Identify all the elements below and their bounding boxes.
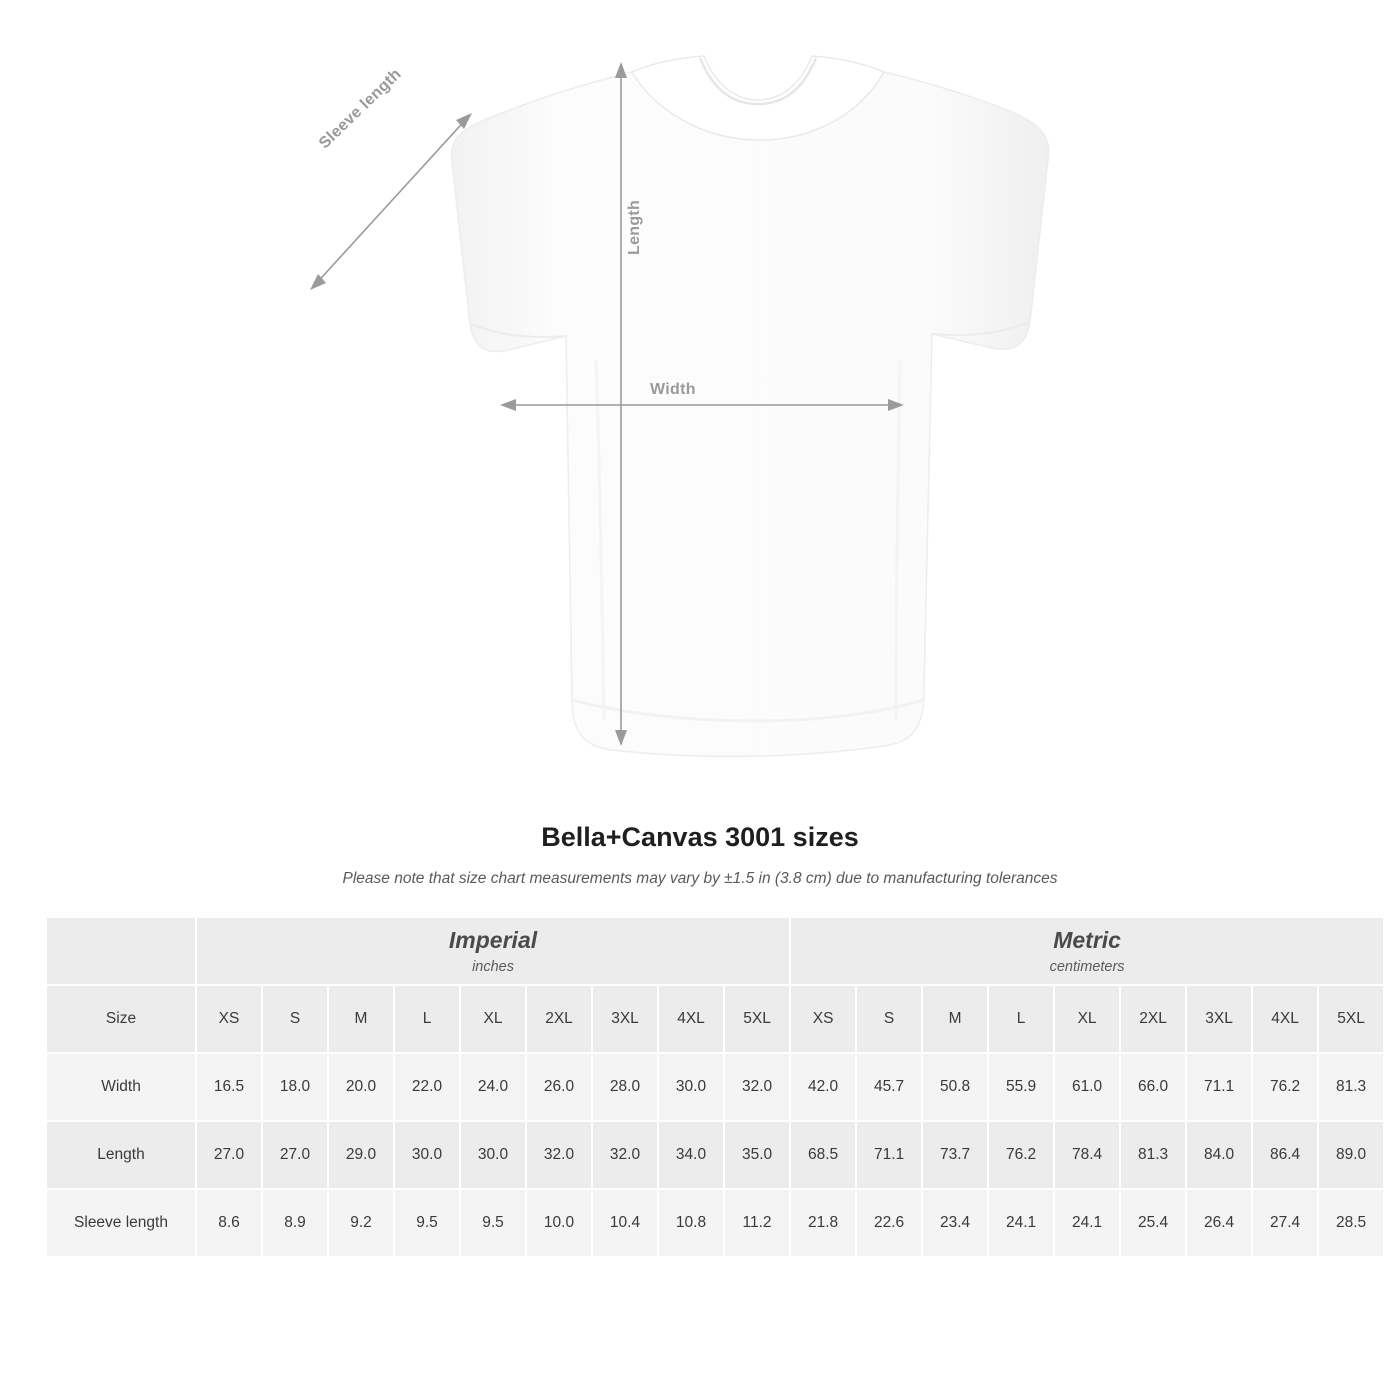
header-size-imperial-l: L [395, 986, 459, 1052]
cell-length-imperial-xl: 30.0 [461, 1122, 525, 1188]
header-size-label: Size [47, 986, 195, 1052]
unit-header-imperial [197, 918, 789, 984]
header-size-metric-5xl: 5XL [1319, 986, 1383, 1052]
cell-length-metric-m: 73.7 [923, 1122, 987, 1188]
cell-width-metric-2xl: 66.0 [1121, 1054, 1185, 1120]
unit-title-imperial: Imperial [448, 926, 538, 953]
cell-width-imperial-2xl: 26.0 [527, 1054, 591, 1120]
header-size-metric-s: S [857, 986, 921, 1052]
cell-length-metric-s: 71.1 [857, 1122, 921, 1188]
cell-sleeve-imperial-l: 9.5 [395, 1190, 459, 1256]
cell-sleeve-metric-xs: 21.8 [791, 1190, 855, 1256]
table-row [47, 1054, 1383, 1120]
cell-sleeve-imperial-xs: 8.6 [197, 1190, 261, 1256]
size-chart-table [45, 916, 1367, 1258]
table-row [47, 1190, 1383, 1256]
cell-sleeve-imperial-m: 9.2 [329, 1190, 393, 1256]
header-size-imperial-s: S [263, 986, 327, 1052]
header-size-imperial-3xl: 3XL [593, 986, 657, 1052]
cell-length-metric-2xl: 81.3 [1121, 1122, 1185, 1188]
cell-width-imperial-m: 20.0 [329, 1054, 393, 1120]
cell-width-metric-xl: 61.0 [1055, 1054, 1119, 1120]
cell-sleeve-metric-2xl: 25.4 [1121, 1190, 1185, 1256]
cell-sleeve-imperial-2xl: 10.0 [527, 1190, 591, 1256]
cell-sleeve-imperial-3xl: 10.4 [593, 1190, 657, 1256]
unit-subtitle-metric: centimeters [1049, 959, 1125, 976]
cell-length-imperial-2xl: 32.0 [527, 1122, 591, 1188]
table-unit-row [47, 918, 1383, 984]
sleeve-length-label: Sleeve length [316, 65, 405, 153]
cell-length-imperial-l: 30.0 [395, 1122, 459, 1188]
header-size-imperial-5xl: 5XL [725, 986, 789, 1052]
cell-width-metric-3xl: 71.1 [1187, 1054, 1251, 1120]
cell-length-metric-xs: 68.5 [791, 1122, 855, 1188]
table-size-header-row [47, 986, 1383, 1052]
header-size-metric-2xl: 2XL [1121, 986, 1185, 1052]
cell-width-imperial-s: 18.0 [263, 1054, 327, 1120]
header-size-metric-l: L [989, 986, 1053, 1052]
header-size-imperial-2xl: 2XL [527, 986, 591, 1052]
header-size-metric-3xl: 3XL [1187, 986, 1251, 1052]
cell-length-imperial-s: 27.0 [263, 1122, 327, 1188]
cell-length-imperial-xs: 27.0 [197, 1122, 261, 1188]
cell-length-imperial-4xl: 34.0 [659, 1122, 723, 1188]
row-label-width: Width [47, 1054, 195, 1120]
cell-sleeve-metric-l: 24.1 [989, 1190, 1053, 1256]
header-size-metric-4xl: 4XL [1253, 986, 1317, 1052]
cell-length-metric-3xl: 84.0 [1187, 1122, 1251, 1188]
cell-sleeve-metric-xl: 24.1 [1055, 1190, 1119, 1256]
unit-subtitle-imperial: inches [472, 959, 514, 976]
length-label: Length [626, 199, 643, 255]
cell-sleeve-metric-4xl: 27.4 [1253, 1190, 1317, 1256]
table-row [47, 1122, 1383, 1188]
unit-header-metric [791, 918, 1383, 984]
cell-width-imperial-5xl: 32.0 [725, 1054, 789, 1120]
cell-width-metric-xs: 42.0 [791, 1054, 855, 1120]
cell-length-metric-l: 76.2 [989, 1122, 1053, 1188]
cell-width-imperial-l: 22.0 [395, 1054, 459, 1120]
cell-sleeve-metric-5xl: 28.5 [1319, 1190, 1383, 1256]
cell-length-metric-xl: 78.4 [1055, 1122, 1119, 1188]
cell-width-imperial-4xl: 30.0 [659, 1054, 723, 1120]
header-size-imperial-4xl: 4XL [659, 986, 723, 1052]
cell-sleeve-imperial-4xl: 10.8 [659, 1190, 723, 1256]
cell-sleeve-imperial-s: 8.9 [263, 1190, 327, 1256]
header-size-metric-xl: XL [1055, 986, 1119, 1052]
cell-length-imperial-3xl: 32.0 [593, 1122, 657, 1188]
cell-sleeve-metric-m: 23.4 [923, 1190, 987, 1256]
header-size-metric-xs: XS [791, 986, 855, 1052]
cell-width-metric-5xl: 81.3 [1319, 1054, 1383, 1120]
header-size-metric-m: M [923, 986, 987, 1052]
cell-length-metric-5xl: 89.0 [1319, 1122, 1383, 1188]
cell-sleeve-imperial-xl: 9.5 [461, 1190, 525, 1256]
header-size-imperial-xl: XL [461, 986, 525, 1052]
header-size-imperial-m: M [329, 986, 393, 1052]
tolerance-note: Please note that size chart measurements may vary by ±1.5 in (3.8 cm) due to manufacturing tolerances [342, 870, 1058, 887]
table-corner-cell [47, 918, 195, 984]
page-title: Bella+Canvas 3001 sizes [541, 822, 859, 852]
width-label: Width [650, 381, 696, 398]
cell-length-imperial-5xl: 35.0 [725, 1122, 789, 1188]
cell-width-metric-m: 50.8 [923, 1054, 987, 1120]
cell-sleeve-metric-3xl: 26.4 [1187, 1190, 1251, 1256]
cell-length-imperial-m: 29.0 [329, 1122, 393, 1188]
header-size-imperial-xs: XS [197, 986, 261, 1052]
cell-sleeve-imperial-5xl: 11.2 [725, 1190, 789, 1256]
cell-length-metric-4xl: 86.4 [1253, 1122, 1317, 1188]
cell-width-metric-4xl: 76.2 [1253, 1054, 1317, 1120]
row-label-sleeve-length: Sleeve length [47, 1190, 195, 1256]
cell-width-imperial-3xl: 28.0 [593, 1054, 657, 1120]
cell-width-imperial-xs: 16.5 [197, 1054, 261, 1120]
cell-sleeve-metric-s: 22.6 [857, 1190, 921, 1256]
cell-width-metric-s: 45.7 [857, 1054, 921, 1120]
cell-width-imperial-xl: 24.0 [461, 1054, 525, 1120]
row-label-length: Length [47, 1122, 195, 1188]
cell-width-metric-l: 55.9 [989, 1054, 1053, 1120]
unit-title-metric: Metric [1053, 926, 1121, 953]
